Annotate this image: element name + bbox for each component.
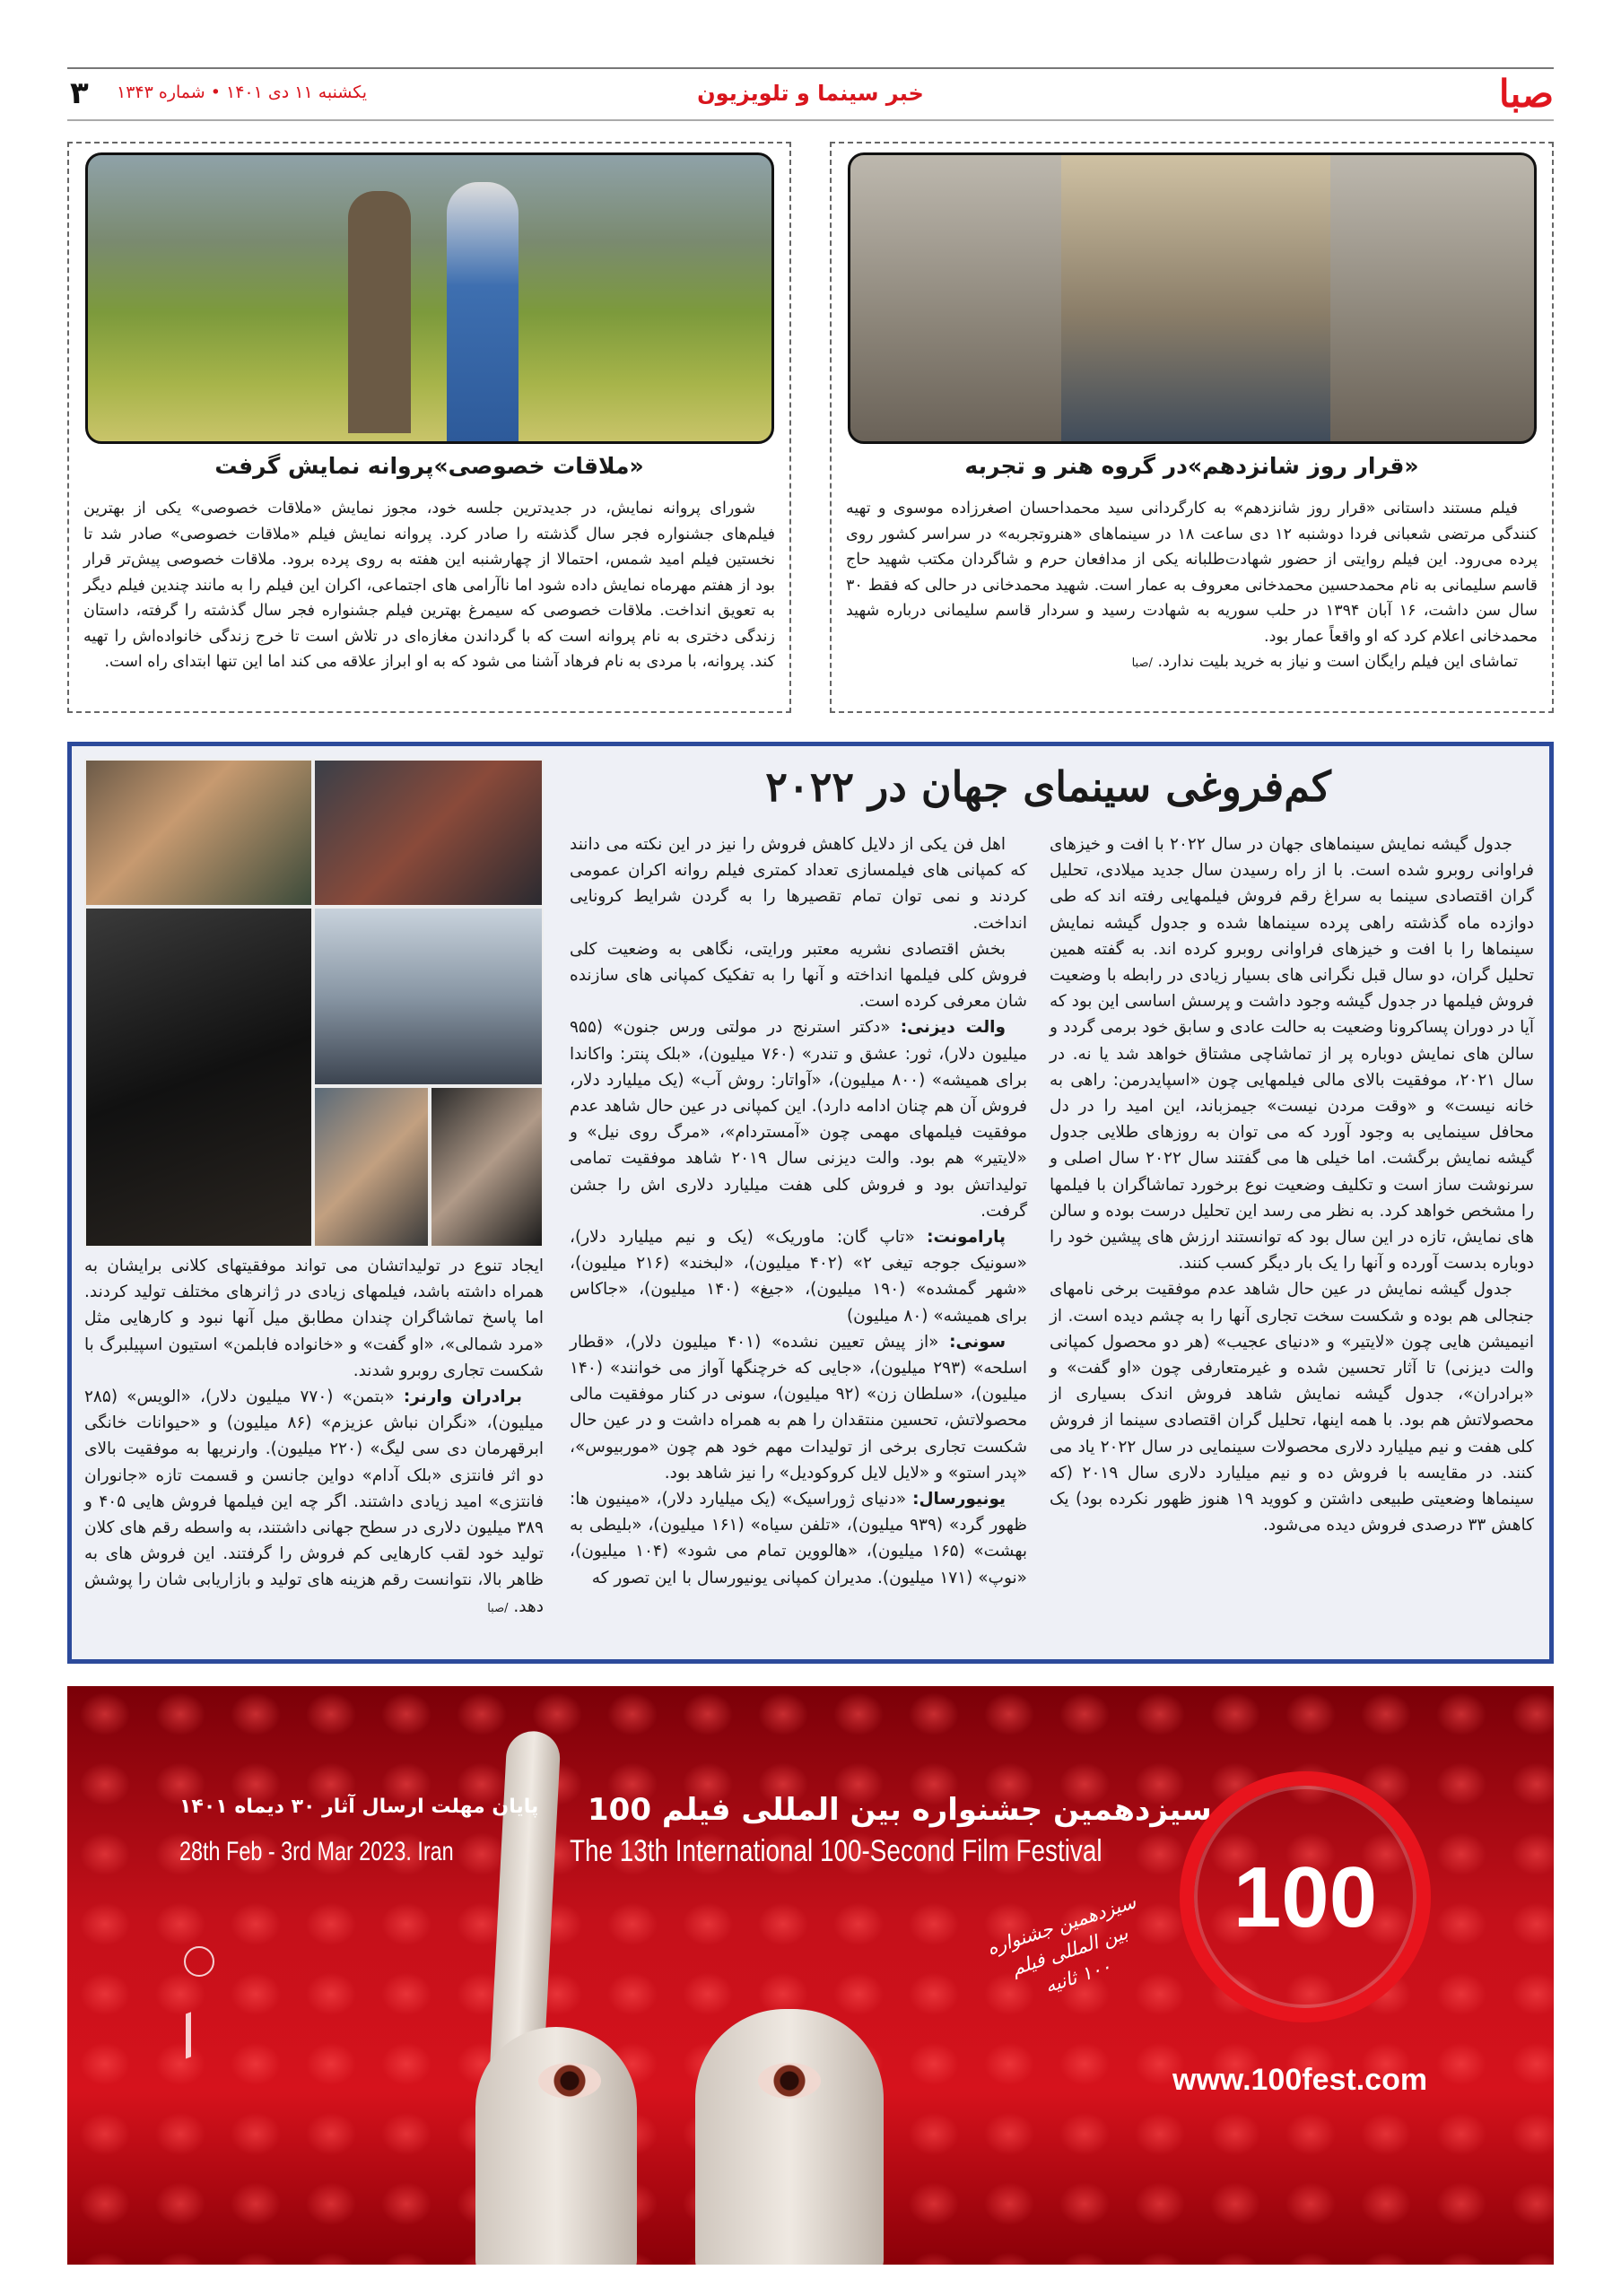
studio-label: پارامونت: xyxy=(927,1228,1006,1248)
main-article-headline: کم‌فروغی سینمای جهان در ۲۰۲۲ xyxy=(765,762,1331,811)
right-hand-graphic xyxy=(695,2009,884,2265)
logo-number: 100 xyxy=(1233,1849,1378,1945)
paragraph: فیلم مستند داستانی «قرار روز شانزدهم» به کارگردانی سید محمداحسان اصغرزاده موسوی و تهیه کنندگی مرتضی شعبانی فردا دوشنبه ۱۲ دی ساعت ۱۸ در سینماهای «هنروتجربه» در سراسر کشور روی پرده می‌رود. این فیلم روایتی از حضور شهادت‌طلبانه یکی از مدافعان حرم و شاگردان مکتب شهید حاج قاسم سلیمانی به نام محمدحسین محمدخانی معروف به عمار است. شهید محمدخانی در حالی که فقط ۳۰ سال سن داشت، ۱۶ آبان ۱۳۹۴ در حلب سوریه به شهادت رسید و سردار قاسم سلیمانی درباره شهید محمدخانی اعلام کرد که او واقعاً عمار بود. xyxy=(846,500,1538,646)
festival-title-persian: سیزدهمین جشنواره بین المللی فیلم 100 xyxy=(588,1792,1212,1828)
paragraph xyxy=(570,1224,1027,1329)
organizer-logo-icon xyxy=(186,2005,213,2059)
jurassic-world-still xyxy=(84,759,313,907)
actress-figure xyxy=(447,182,519,442)
column-left xyxy=(84,1253,544,1622)
paragraph: بخش اقتصادی نشریه معتبر ورایتی، نگاهی به وضعیت کلی فروش کلی فیلمها انداخته و آنها را به تفکیک کمپانی های سازنده شان معرفی کرده است. xyxy=(570,939,1027,1012)
header-bottom-rule xyxy=(67,119,1554,121)
poster-artwork xyxy=(1061,155,1330,444)
paragraph: اهل فن یکی از دلایل کاهش فروش را نیز در این نکته می دانند که کمپانی های فیلمسازی تعداد کمتری فیلم روانه اکران عمومی کردند و نمی توان تمام تقصیرها را به گردن شرایط کرونایی انداخت. xyxy=(570,835,1027,933)
column-right xyxy=(1050,831,1534,1538)
deadline-text: پایان مهلت ارسال آثار ۳۰ دیماه ۱۴۰۱ xyxy=(179,1796,539,1818)
actor-figure xyxy=(348,191,411,433)
eye-graphic xyxy=(538,2063,601,2099)
paragraph: تماشای این فیلم رایگان است و نیاز به خرید بلیت ندارد. xyxy=(1157,653,1518,671)
paragraph-text: «دکتر استرنج در مولتی ورس جنون» (۹۵۵ میلیون دلار)، ثور: عشق و تندر» (۷۶۰ میلیون)، «بلک پنتر: واکاندا برای همیشه» (۸۰۰ میلیون)، «آواتار: روش آب» (یک میلیارد دلار، فروش آن هم چنان ادامه دارد). این کمپانی در عین حال شاهد عدم موفقیت فیلمهای مهمی چون «آمستردام»، «مرگ روی نیل» و «لایتیر» هم بود. والت دیزنی سال ۲۰۱۹ شاهد موفقیت تمامی تولیداتش بود و فروش کلی هفت میلیارد دلاری اش را جشن گرفت. xyxy=(570,1018,1027,1221)
film-still-image xyxy=(85,152,774,444)
sponsor-logo-icon xyxy=(184,1946,214,1977)
paragraph xyxy=(570,1329,1027,1486)
article-headline: «قرار روز شانزدهم»در گروه هنر و تجربه xyxy=(964,453,1419,479)
article-headline: «ملاقات خصوصی»پروانه نمایش گرفت xyxy=(214,453,644,479)
header-top-rule xyxy=(67,67,1554,69)
section-title: خبر سینما و تلویزیون xyxy=(697,81,924,106)
studio-label: یونیورسال: xyxy=(912,1490,1006,1509)
paragraph xyxy=(570,1486,1027,1591)
source-credit: /صبا xyxy=(1131,657,1153,670)
festival-calligraphy-logo: سیزدهمین جشنواره بین المللی فیلم ۱۰۰ ثانیه xyxy=(984,1891,1139,1997)
paragraph xyxy=(570,1014,1027,1224)
paragraph: شورای پروانه نمایش، در جدیدترین جلسه خود، مجوز نمایش «ملاقات خصوصی» یکی از بهترین فیلم‌های جشنواره فجر سال گذشته را صادر کرد. پروانه نمایش فیلم «ملاقات خصوصی» صادر شد تا نخستین فیلم امید شمس، احتمالا از چهارشنبه این هفته به روی پرده برود. ملاقات خصوصی پیش‌تر قرار بود از هفتم مهرماه نمایش داده شود اما ناآرامی های اجتماعی، اکران این فیلم را به مانند چندین فیلم دیگر به تعویق انداخت. ملاقات خصوصی که سیمرغ بهترین فیلم جشنواره فجر سال گذشته را گرفته، داستان زندگی دختری به نام پروانه است که با گرداندن مغازه‌ای در تلاش است تا خرج زندگی خانواده‌اش را تهیه کند. پروانه، با مردی به نام فرهاد آشنا می شود که به او ابراز علاقه می کند اما این تنها ابتدای راه است. xyxy=(83,500,775,671)
main-article-box xyxy=(67,742,1554,1664)
page-number: ۳ xyxy=(70,75,89,111)
film-poster-image xyxy=(848,152,1537,444)
column-middle xyxy=(570,831,1027,1591)
actor-portrait xyxy=(430,1086,544,1248)
newspaper-logo: صبا xyxy=(1498,72,1554,116)
paragraph-text: «دنیای ژوراسیک» (یک میلیارد دلار)، «مینیون ها: ظهور گرد» (۹۳۹ میلیون)، «تلفن سیاه» (۱۶۱ میلیون)، «بلیطی به بهشت» (۱۶۵ میلیون)، «هالووین تمام می شود» (۱۰۴ میلیون)، «نوپ» (۱۷۱ میلیون). مدیران کمپانی یونیورسال با این تصور که xyxy=(570,1490,1027,1587)
left-hand-graphic xyxy=(475,2027,637,2265)
festival-title-english: The 13th International 100-Second Film Festival xyxy=(570,1834,1102,1868)
actor-portrait xyxy=(313,1086,430,1248)
top-gun-still xyxy=(313,907,544,1086)
festival-url-link[interactable]: www.100fest.com xyxy=(1172,2063,1428,2097)
paragraph: جدول گیشه نمایش در عین حال شاهد عدم موفقیت برخی نامهای جنجالی هم بوده و شکست سخت تجاری آنها را به چشم دیده است. از انیمیشن هایی چون «لایتیر» و «دنیای عجیب» (هر دو محصول کمپانی والت دیزنی) تا آثار تحسین شده و غیرمتعارفی چون «او گفت» و «برادران»، جدول گیشه نمایش شاهد فروش اندک بسیاری از محصولاتش هم بود. با همه اینها، تحلیل گران اقتصادی سینما از فروش کلی هفت و نیم میلیارد دلاری محصولات سینمایی در سال ۲۰۲۲ یاد می کنند. در مقایسه با فروش ده و نیم میلیارد دلاری سال ۲۰۱۹ (که سینماها وضعیتی طبیعی داشتن و کووید ۱۹ هنوز ظهور نکرده بود) یک کاهش ۳۳ درصدی فروش دیده می‌شود. xyxy=(1050,1280,1534,1535)
paragraph-text: «از پیش تعیین نشده» (۴۰۱ میلیون دلار)، «قطار اسلحه» (۲۹۳ میلیون)، «جایی که خرچنگها آواز می خوانند» (۱۴۰ میلیون)، «سلطان زن» (۹۲ میلیون)، سونی در کنار موفقیت مالی محصولاتش، تحسین منتقدان را هم به همراه داشت و در عین حال شکست تجاری برخی از تولیدات مهم خود هم چون «موربیوس»، «پدر استو» و «لایل لایل کروکودیل» را نیز شاهد بود. xyxy=(570,1332,1027,1483)
studio-label: سونی: xyxy=(949,1332,1007,1352)
paragraph xyxy=(84,1384,544,1622)
dateline: یکشنبه ۱۱ دی ۱۴۰۱ • شماره ۱۳۴۳ xyxy=(117,83,368,102)
article-box-gharar xyxy=(830,142,1554,713)
festival-banner-ad[interactable] xyxy=(67,1686,1554,2265)
article-box-molaghat xyxy=(67,142,791,713)
photo-collage xyxy=(84,759,544,1248)
article-body xyxy=(846,496,1538,677)
source-credit: /صبا xyxy=(487,1601,509,1615)
batman-still xyxy=(84,907,313,1248)
article-body xyxy=(83,496,775,675)
festival-dates: 28th Feb - 3rd Mar 2023. Iran xyxy=(179,1837,454,1866)
paragraph-text: «تاپ گان: ماوریک» (یک و نیم میلیارد دلار)، «سونیک جوجه تیغی ۲» (۴۰۲ میلیون)، «لبخند» (۲۱۶ میلیون)، «شهر گمشده» (۱۹۰ میلیون)، «جیغ» (۱۴۰ میلیون)، «جاکاس برای همیشه» (۸۰ میلیون) xyxy=(570,1228,1027,1326)
paragraph: جدول گیشه نمایش سینماهای جهان در سال ۲۰۲۲ با افت و خیزهای فراوانی روبرو شده است. با از راه رسیدن سال جدید میلادی، تحلیل گران اقتصادی سینما به سراغ رقم فروش فیلمهایی رفته اند که طی دوازده ماه گذشته راهی پرده سینماها شده و جدول گیشه نمایش سینماها را با افت و خیزهای فراوانی روبرو کرده اند. به گفته همین تحلیل گران، دو سال قبل نگرانی های بسیار زیادی در رابطه با وضعیت فروش فیلمها در جدول گیشه وجود داشت و پرسش اساسی این بود که آیا در دوران پساکرونا وضعیت به حالت عادی و سابق خود برمی گردد و سالن های نمایش دوباره پر از تماشاچی مشتاق خواهد شد یا نه. در سال ۲۰۲۱، موفقیت بالای مالی فیلمهایی چون «اسپایدرمن: راهی به خانه نیست» و «وقت مردن نیست» جیمزباند، این امید را در دل محافل سینمایی به وجود آورد که می توان به روزهای طلایی جدول گیشه نمایش برگشت. اما خیلی ها می گفتند سال ۲۰۲۲ سال اصلی و سرنوشت ساز است و تکلیف وضعیت نوع برخورد تماشاگران با فیلمها را مشخص خواهد کرد. به نظر می رسد این تحلیل درست بوده و سالن های نمایش، تازه در این سال بود که توانستند ارزش های پیشین خود را دوباره بدست آورده و آنها را یک بار دیگر کسب کنند. xyxy=(1050,835,1534,1274)
paragraph-text: «بتمن» (۷۷۰ میلیون دلار)، «الویس» (۲۸۵ میلیون)، «نگران نباش عزیزم» (۸۶ میلیون) و «حیوانات خانگی ابرقهرمان دی سی لیگ» (۲۲۰ میلیون). وارنریها به موفقیت بالای دو اثر فانتزی «بلک آدام» دواین جانسن و قسمت تازه «جانوران فانتزی» امید زیادی داشتند. اگر چه این فیلمها فروش هایی ۴۰۵ و ۳۸۹ میلیون دلاری در سطح جهانی داشتند، به واسطه رقم های کلان تولید خود لقب کارهایی کم فروش را گرفتند. این فروش های به ظاهر بالا، نتوانست رقم هزینه های تولید و بازاریابی شان را پوشش دهد. xyxy=(84,1387,544,1616)
festival-100-logo xyxy=(1180,1771,1431,2022)
studio-label: برادران وارنر: xyxy=(403,1387,522,1407)
thor-still xyxy=(313,759,544,907)
eye-graphic xyxy=(758,2063,821,2099)
paragraph: ایجاد تنوع در تولیداتشان می تواند موفقیتهای کلانی برایشان به همراه داشته باشد، فیلمهای زیادی در ژانرهای مختلف تولید کردند. اما پاسخ تماشاگران چندان مطابق میل آنها نبود و کارهایی مثل «مرد شمالی»، «او گفت» و «خانواده فابلمن» استیون اسپیلبرگ با شکست تجاری روبرو شدند. xyxy=(84,1257,544,1380)
studio-label: والت دیزنی: xyxy=(900,1018,1006,1038)
